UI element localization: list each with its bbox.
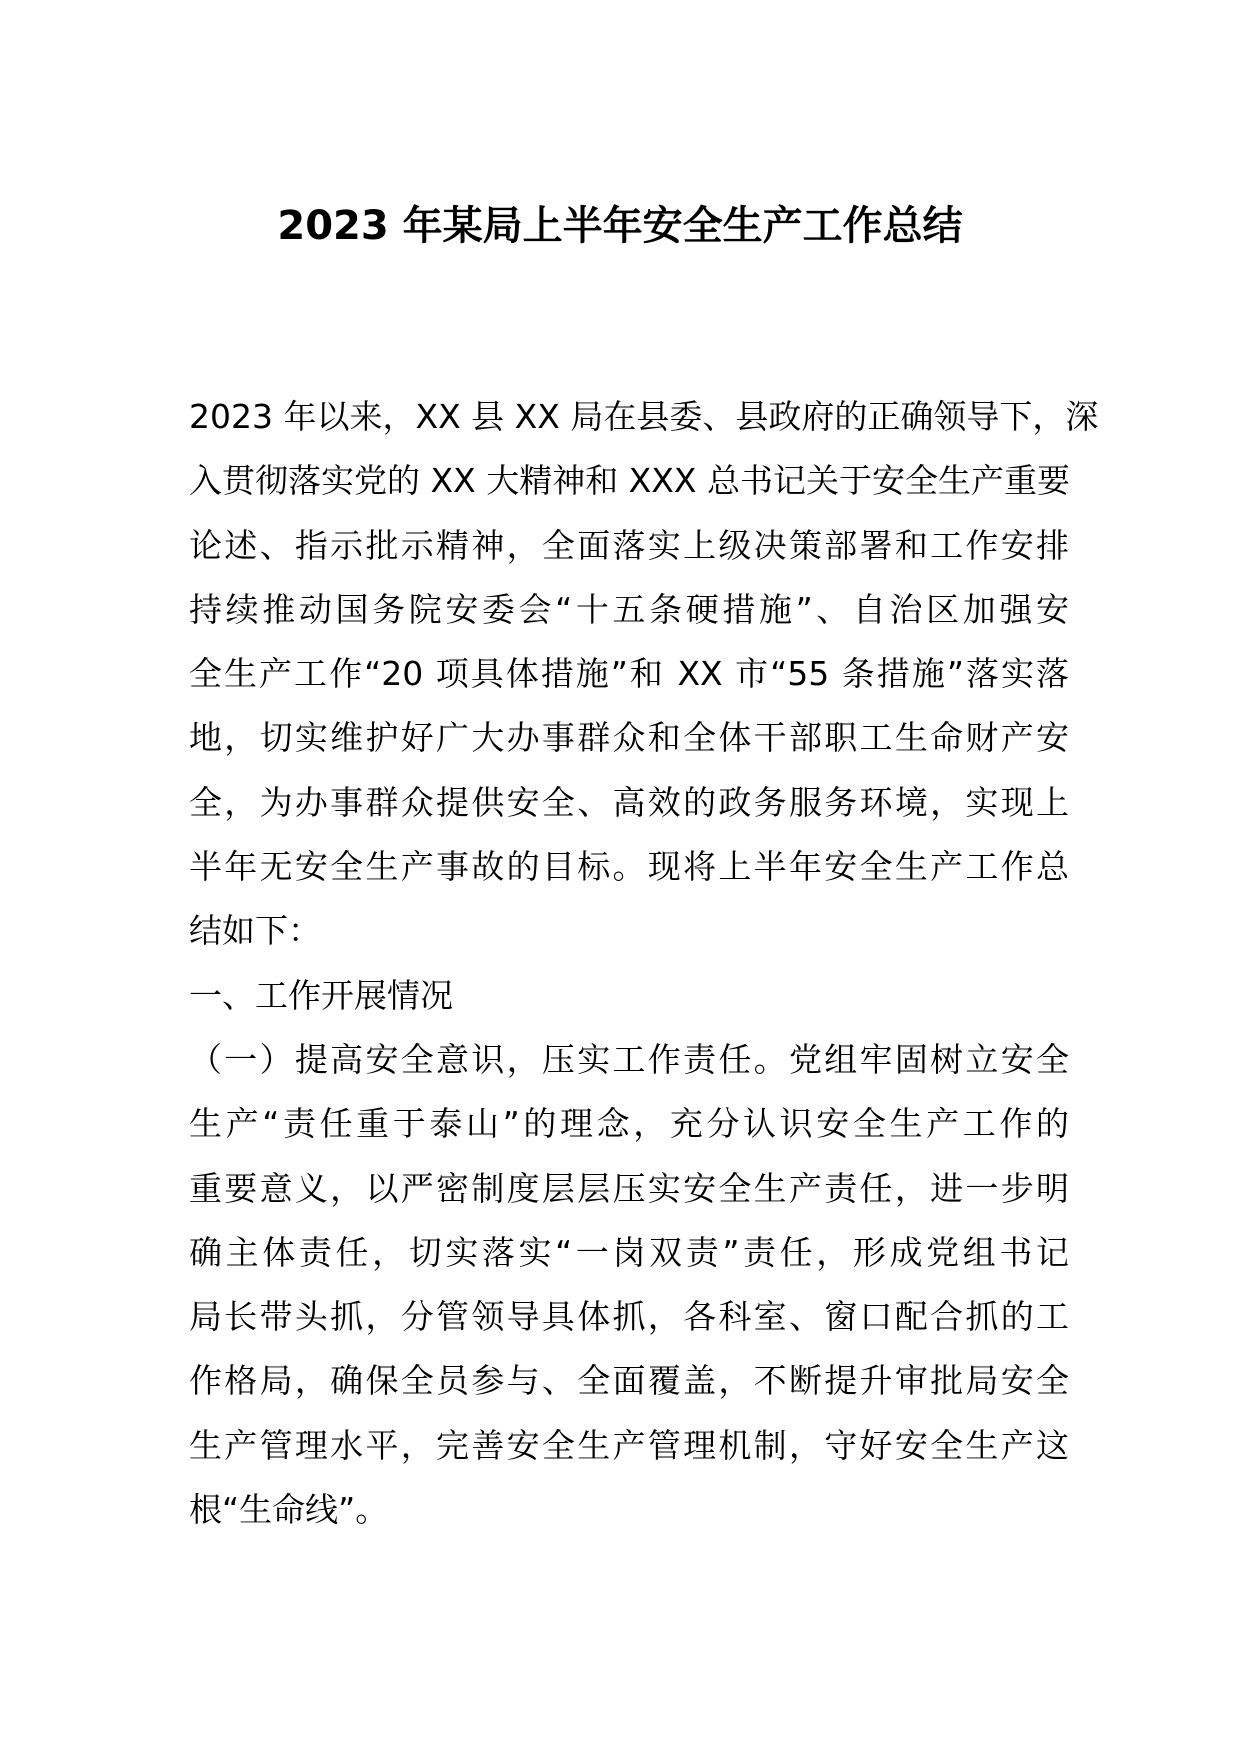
section-heading: 一、工作开展情况 — [189, 975, 453, 1015]
paragraph-line: 结如下： — [189, 911, 321, 951]
paragraph-line: 全生产工作“20 项具体措施”和 XX 市“55 条措施”落实落 — [189, 654, 1069, 694]
paragraph-line: 2023 年以来，XX 县 XX 局在县委、县政府的正确领导下，深 — [189, 397, 1099, 436]
paragraph-line: 生产管理水平，完善安全生产管理机制，守好安全生产这 — [189, 1425, 1069, 1465]
paragraph-line: 确主体责任，切实落实“一岗双责”责任，形成党组书记 — [189, 1232, 1069, 1272]
paragraph-line: 根“生命线”。 — [189, 1490, 389, 1530]
paragraph-line: 论述、指示批示精神，全面落实上级决策部署和工作安排 — [189, 525, 1069, 565]
paragraph-line: 重要意义，以严密制度层层压实安全生产责任，进一步明 — [189, 1168, 1069, 1208]
paragraph-line: 半年无安全生产事故的目标。现将上半年安全生产工作总 — [189, 847, 1069, 887]
paragraph-line: 全，为办事群众提供安全、高效的政务服务环境，实现上 — [189, 782, 1069, 822]
paragraph-line: 地，切实维护好广大办事群众和全体干部职工生命财产安 — [189, 718, 1069, 758]
paragraph-line: 局长带头抓，分管领导具体抓，各科室、窗口配合抓的工 — [189, 1297, 1069, 1337]
paragraph-line: 入贯彻落实党的 XX 大精神和 XXX 总书记关于安全生产重要 — [189, 461, 1070, 501]
document-body — [189, 385, 1099, 1542]
document-title: 2023 年某局上半年安全生产工作总结 — [277, 203, 963, 249]
paragraph-line: 生产“责任重于泰山”的理念，充分认识安全生产工作的 — [189, 1104, 1069, 1144]
paragraph-line: 持续推动国务院安委会“十五条硬措施”、自治区加强安 — [189, 589, 1069, 629]
paragraph-line: （一）提高安全意识，压实工作责任。党组牢固树立安全 — [189, 1039, 1069, 1079]
paragraph-line: 作格局，确保全员参与、全面覆盖，不断提升审批局安全 — [189, 1361, 1069, 1401]
